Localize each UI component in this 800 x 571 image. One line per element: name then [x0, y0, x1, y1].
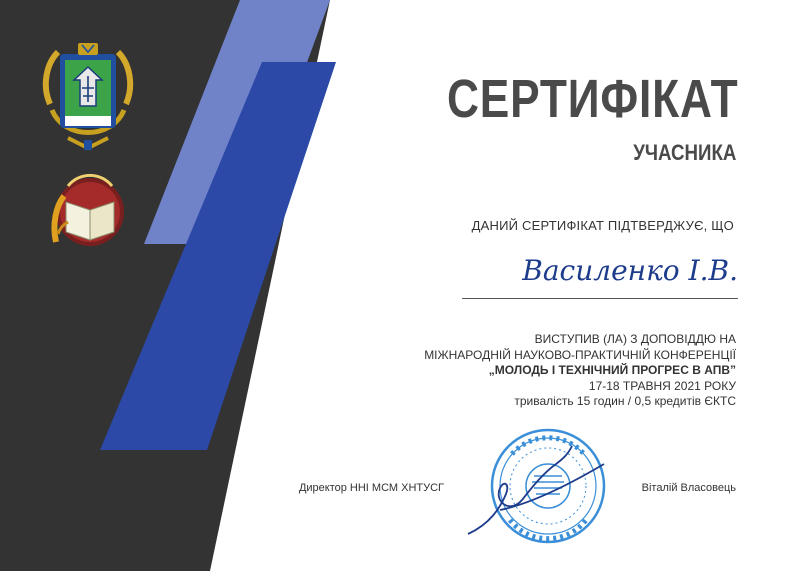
- body-line-dates: 17-18 ТРАВНЯ 2021 РОКУ: [588, 378, 736, 393]
- body-line-conference-name: „МОЛОДЬ І ТЕХНІЧНИЙ ПРОГРЕС В АПВ”: [488, 363, 736, 377]
- body-line-duration: тривалість 15 годин / 0,5 кредитів ЄКТС: [514, 394, 736, 408]
- institute-emblem: [46, 172, 130, 248]
- certificate-subtitle: УЧАСНИКА: [632, 140, 736, 165]
- official-stamp: [460, 424, 620, 548]
- certificate-body: [424, 332, 736, 410]
- body-line-conference-type: МІЖНАРОДНІЙ НАУКОВО-ПРАКТИЧНІЙ КОНФЕРЕНЦІЇ: [424, 347, 736, 362]
- certificate-title: СЕРТИФІКАТ: [446, 69, 738, 129]
- confirmation-text: ДАНИЙ СЕРТИФІКАТ ПІДТВЕРДЖУЄ, ЩО: [471, 218, 734, 233]
- body-line-speech: ВИСТУПИВ (ЛА) З ДОПОВІДДЮ НА: [534, 332, 736, 346]
- name-underline: [462, 298, 738, 299]
- signatory-title: Директор ННІ МСМ ХНТУСГ: [298, 482, 444, 494]
- university-emblem: [38, 40, 138, 158]
- signatory-name: Віталій Власовець: [641, 482, 736, 494]
- recipient-name: Василенко І.В.: [522, 254, 738, 287]
